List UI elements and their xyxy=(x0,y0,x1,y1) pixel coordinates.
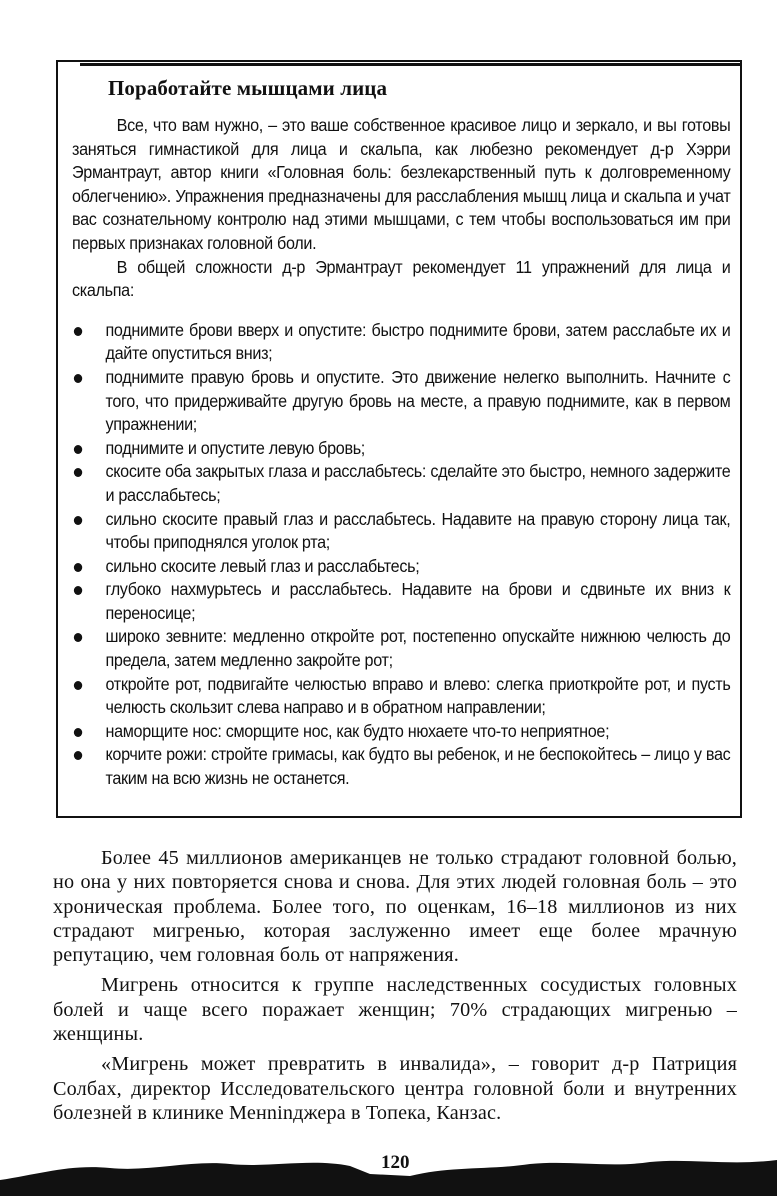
exercise-item xyxy=(72,578,730,625)
bullet-icon xyxy=(74,586,82,595)
exercise-text: поднимите брови вверх и опустите: быстро поднимите брови, затем расслабьте их и дайте опуститься вниз; xyxy=(105,319,731,364)
exercise-text: поднимите правую бровь и опустите. Это движение нелегко выполнить. Начните с того, что придерживайте другую бровь на месте, а правую поднимите, как в первом упражнении; xyxy=(105,366,731,435)
bullet-icon xyxy=(74,751,82,760)
exercise-item xyxy=(72,366,730,437)
exercise-item xyxy=(72,673,730,720)
exercise-item xyxy=(72,319,730,366)
exercise-item xyxy=(72,555,730,579)
body-paragraph: Мигрень относится к группе наследственных сосудистых головных болей и чаще всего поражает женщин; 70% страдающих мигренью – женщины. xyxy=(53,974,737,1046)
exercise-text: наморщите нос: сморщите нос, как будто нюхаете что-то неприятное; xyxy=(105,720,610,741)
exercise-text: откройте рот, подвигайте челюстью вправо и влево: слегка приоткройте рот, и пусть челюсть скользит слева направо и в обратном направлении; xyxy=(105,673,731,718)
bullet-icon xyxy=(74,633,82,642)
bullet-icon xyxy=(74,445,82,454)
sidebar-box xyxy=(56,60,742,818)
exercise-item xyxy=(72,437,730,461)
exercise-item xyxy=(72,720,730,744)
exercise-text: сильно скосите левый глаз и расслабьтесь; xyxy=(105,555,420,576)
bullet-icon xyxy=(74,563,82,572)
exercise-text: глубоко нахмурьтесь и расслабьтесь. Надавите на брови и сдвиньте их вниз к переносице; xyxy=(105,579,731,623)
exercise-list xyxy=(72,319,730,791)
box-body xyxy=(72,114,730,791)
exercise-text: сильно скосите правый глаз и расслабьтесь. Надавите на правую сторону лица так, чтобы приподнялся уголок рта; xyxy=(105,508,731,553)
exercise-item xyxy=(72,743,730,790)
box-paragraph: В общей сложности д-р Эрмантраут рекомендует 11 упражнений для лица и скальпа: xyxy=(72,256,731,301)
bullet-icon xyxy=(74,374,82,383)
bullet-icon xyxy=(74,327,82,336)
exercise-text: поднимите и опустите левую бровь; xyxy=(105,437,365,458)
main-text xyxy=(53,846,737,1131)
body-paragraph: Более 45 миллионов американцев не только страдают головной болью, но она у них повторяется снова и снова. Для этих людей головная боль – это хроническая проблема. Более того, по оценкам, 16–18 миллионов из них страдают мигренью, которая заслуженно имеет еще более мрачную репутацию, чем головная боль от напряжения. xyxy=(53,847,737,967)
bullet-icon xyxy=(74,681,82,690)
box-title: Поработайте мышцами лица xyxy=(108,76,388,100)
exercise-item xyxy=(72,460,730,507)
exercise-text: широко зевните: медленно откройте рот, постепенно опускайте нижнюю челюсть до предела, затем медленно закройте рот; xyxy=(105,626,731,671)
exercise-item xyxy=(72,508,730,555)
exercise-text: корчите рожи: стройте гримасы, как будто вы ребенок, и не беспокойтесь – лицо у вас таким на всю жизнь не останется. xyxy=(105,744,731,789)
bullet-icon xyxy=(74,516,82,525)
bullet-icon xyxy=(74,728,82,737)
exercise-text: скосите оба закрытых глаза и расслабьтесь: сделайте это быстро, немного задержите и расслабьтесь; xyxy=(105,461,731,505)
bullet-icon xyxy=(74,468,82,477)
page-number: 120 xyxy=(381,1152,410,1173)
exercise-item xyxy=(72,625,730,672)
body-paragraph: «Мигрень может превратить в инвалида», – говорит д-р Патриция Солбах, директор Исследовательского центра головной боли и внутренних болезней в клинике Менninджера в Топека, Канзас. xyxy=(53,1053,737,1124)
box-paragraph: Все, что вам нужно, – это ваше собственное красивое лицо и зеркало, и вы готовы заняться гимнастикой для лица и скальпа, как любезно рекомендует д-р Хэрри Эрмантраут, автор книги «Головная боль: безлекарственный путь к долговременному облегчению». Упражнения предназначены для расслабления мышц лица и скальпа и учат вас сознательному контролю над этими мышцами, с тем чтобы воспользоваться им при первых признаках головной боли. xyxy=(72,115,731,253)
